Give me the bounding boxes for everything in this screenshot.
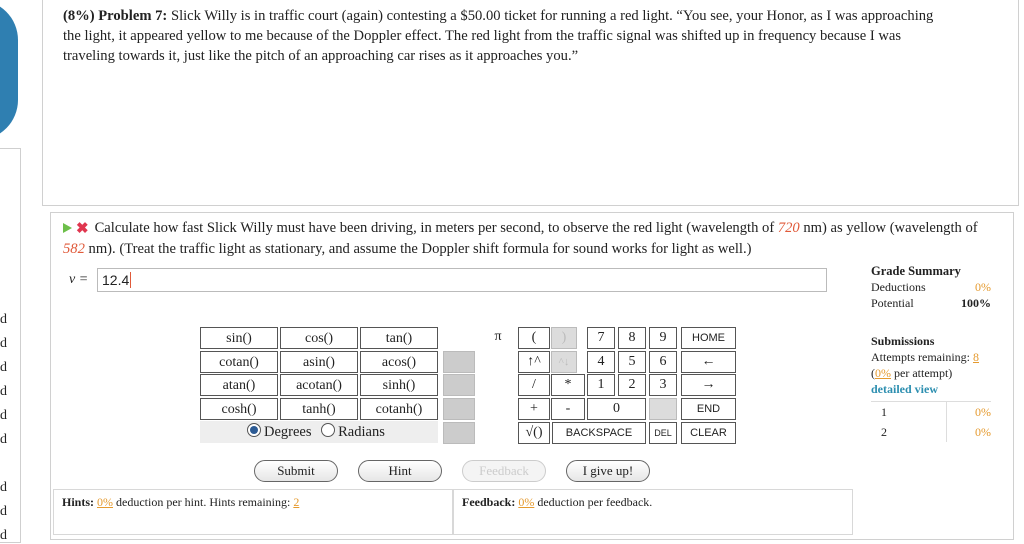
hints-box — [53, 489, 453, 535]
submission-number: 1 — [881, 405, 887, 419]
feedback-text — [462, 495, 652, 510]
give-up-button[interactable]: I give up! — [566, 460, 650, 482]
left-letter: d — [0, 528, 7, 543]
hints-pct: 0% — [97, 495, 114, 509]
left-letter: d — [0, 360, 7, 375]
answer-row — [69, 268, 829, 294]
left-paren-button[interactable]: ( — [518, 327, 550, 349]
backspace-button[interactable]: BACKSPACE — [552, 422, 646, 444]
clear-button[interactable]: CLEAR — [681, 422, 736, 444]
minus-button[interactable]: - — [551, 398, 585, 420]
digit-0-button[interactable]: 0 — [587, 398, 646, 420]
deductions-value: 0% — [975, 280, 991, 294]
atan-button[interactable]: atan() — [200, 374, 278, 396]
attempts-value: 8 — [972, 350, 979, 364]
red-wavelength: 720 — [777, 220, 800, 236]
hints-description: deduction per hint. Hints remaining: — [116, 495, 291, 509]
blank-key — [443, 374, 475, 396]
pi-button[interactable]: π — [483, 327, 513, 349]
superscript-up-button[interactable]: ↑^ — [518, 351, 550, 373]
close-icon: ✖ — [76, 220, 89, 237]
hint-button[interactable]: Hint — [358, 460, 442, 482]
per-attempt-value: 0% — [875, 366, 891, 380]
home-button[interactable]: HOME — [681, 327, 736, 349]
submission-value: 0% — [975, 405, 991, 419]
left-letter: d — [0, 432, 7, 447]
radians-radio[interactable] — [321, 423, 335, 437]
submissions-title: Submissions — [871, 334, 935, 348]
digit-2-button[interactable]: 2 — [618, 374, 646, 396]
degrees-option[interactable] — [247, 424, 312, 440]
cos-button[interactable]: cos() — [280, 327, 358, 349]
play-icon[interactable] — [63, 223, 72, 233]
answer-input[interactable] — [97, 268, 827, 292]
decimal-key[interactable] — [649, 398, 677, 420]
feedback-pct: 0% — [518, 495, 535, 509]
plus-button[interactable]: + — [518, 398, 550, 420]
problem-statement — [63, 6, 943, 66]
submission-number: 2 — [881, 425, 887, 439]
status-icons — [63, 219, 95, 239]
digit-8-button[interactable]: 8 — [618, 327, 646, 349]
feedback-box — [453, 489, 853, 535]
grade-summary-title: Grade Summary — [871, 264, 961, 278]
question-text-part: nm). (Treat the traffic light as stationary, and assume the Doppler shift formula for sound works for light as well.) — [84, 240, 752, 257]
potential-value: 100% — [961, 296, 991, 310]
attempts-label: Attempts remaining: — [871, 350, 970, 364]
digit-5-button[interactable]: 5 — [618, 351, 646, 373]
submission-row — [871, 424, 991, 440]
question-text-part: Calculate how fast Slick Willy must have been driving, in meters per second, to observe the red light (wavelength of — [94, 220, 778, 236]
tanh-button[interactable]: tanh() — [280, 398, 358, 420]
problem-text: Slick Willy is in traffic court (again) contesting a $50.00 ticket for running a red light. “You see, your Honor, as I was approaching the light, it appeared yellow to me because of the Doppler effect. The red light from the traffic signal was shifted up in frequency because I was traveling towards it, just like the pitch of an approaching car rises as it approaches you.” — [63, 8, 934, 64]
sinh-button[interactable]: sinh() — [360, 374, 438, 396]
digit-1-button[interactable]: 1 — [587, 374, 615, 396]
yellow-wavelength: 582 — [63, 240, 85, 257]
right-arrow-button[interactable]: → — [681, 374, 736, 396]
multiply-button[interactable]: * — [551, 374, 585, 396]
digit-3-button[interactable]: 3 — [649, 374, 677, 396]
left-letter: d — [0, 384, 7, 399]
divide-button[interactable]: / — [518, 374, 550, 396]
sin-button[interactable]: sin() — [200, 327, 278, 349]
sqrt-button[interactable]: √() — [518, 422, 550, 444]
end-button[interactable]: END — [681, 398, 736, 420]
angle-mode-row — [200, 421, 438, 443]
feedback-label: Feedback: — [462, 495, 516, 509]
submissions-table — [871, 401, 991, 444]
potential-label: Potential — [871, 296, 914, 310]
degrees-radio[interactable] — [247, 423, 261, 437]
submission-value: 0% — [975, 425, 991, 439]
delete-button[interactable]: DEL — [649, 422, 677, 444]
problem-number: (8%) Problem 7: — [63, 8, 168, 24]
cotanh-button[interactable]: cotanh() — [360, 398, 438, 420]
asin-button[interactable]: asin() — [280, 351, 358, 373]
digit-9-button[interactable]: 9 — [649, 327, 677, 349]
question-text — [63, 218, 983, 259]
digit-4-button[interactable]: 4 — [587, 351, 615, 373]
answer-value: 12.4 — [102, 272, 130, 288]
left-letter: d — [0, 480, 7, 495]
left-letter: d — [0, 312, 7, 327]
degrees-label: Degrees — [264, 424, 312, 440]
digit-7-button[interactable]: 7 — [587, 327, 615, 349]
grade-summary: Grade Summary Deductions 0% Potential 100% Submissions Attempts remaining: 8 (0% per attempt) detailed view 1 0% 2 0% — [871, 263, 991, 444]
radians-label: Radians — [338, 424, 385, 440]
cotan-button[interactable]: cotan() — [200, 351, 278, 373]
left-letter: d — [0, 408, 7, 423]
deductions-label: Deductions — [871, 280, 926, 294]
question-text-part: nm) as yellow (wavelength of — [799, 220, 978, 236]
question-part — [50, 212, 1014, 540]
hints-remaining: 2 — [293, 495, 300, 509]
hints-label: Hints: — [62, 495, 95, 509]
digit-6-button[interactable]: 6 — [649, 351, 677, 373]
answer-label: v = — [69, 272, 89, 287]
left-arrow-button[interactable]: ← — [681, 351, 736, 373]
cosh-button[interactable]: cosh() — [200, 398, 278, 420]
problem-statement-box — [42, 0, 1019, 206]
blank-key — [443, 422, 475, 444]
radians-option[interactable] — [321, 424, 385, 440]
superscript-down-button[interactable]: ^↓ — [551, 351, 577, 373]
submission-row — [871, 404, 991, 420]
hints-text — [62, 495, 299, 510]
feedback-button[interactable]: Feedback — [462, 460, 546, 482]
submit-button[interactable]: Submit — [254, 460, 338, 482]
acos-button[interactable]: acos() — [360, 351, 438, 373]
left-letter: d — [0, 504, 7, 519]
detailed-view-link[interactable]: detailed view — [871, 382, 938, 396]
tan-button[interactable]: tan() — [360, 327, 438, 349]
acotan-button[interactable]: acotan() — [280, 374, 358, 396]
left-letter: d — [0, 336, 7, 351]
blank-key — [443, 398, 475, 420]
per-attempt-text: per attempt) — [894, 366, 953, 380]
feedback-description: deduction per feedback. — [537, 495, 653, 509]
right-paren-button[interactable]: ) — [551, 327, 577, 349]
blank-key — [443, 351, 475, 373]
